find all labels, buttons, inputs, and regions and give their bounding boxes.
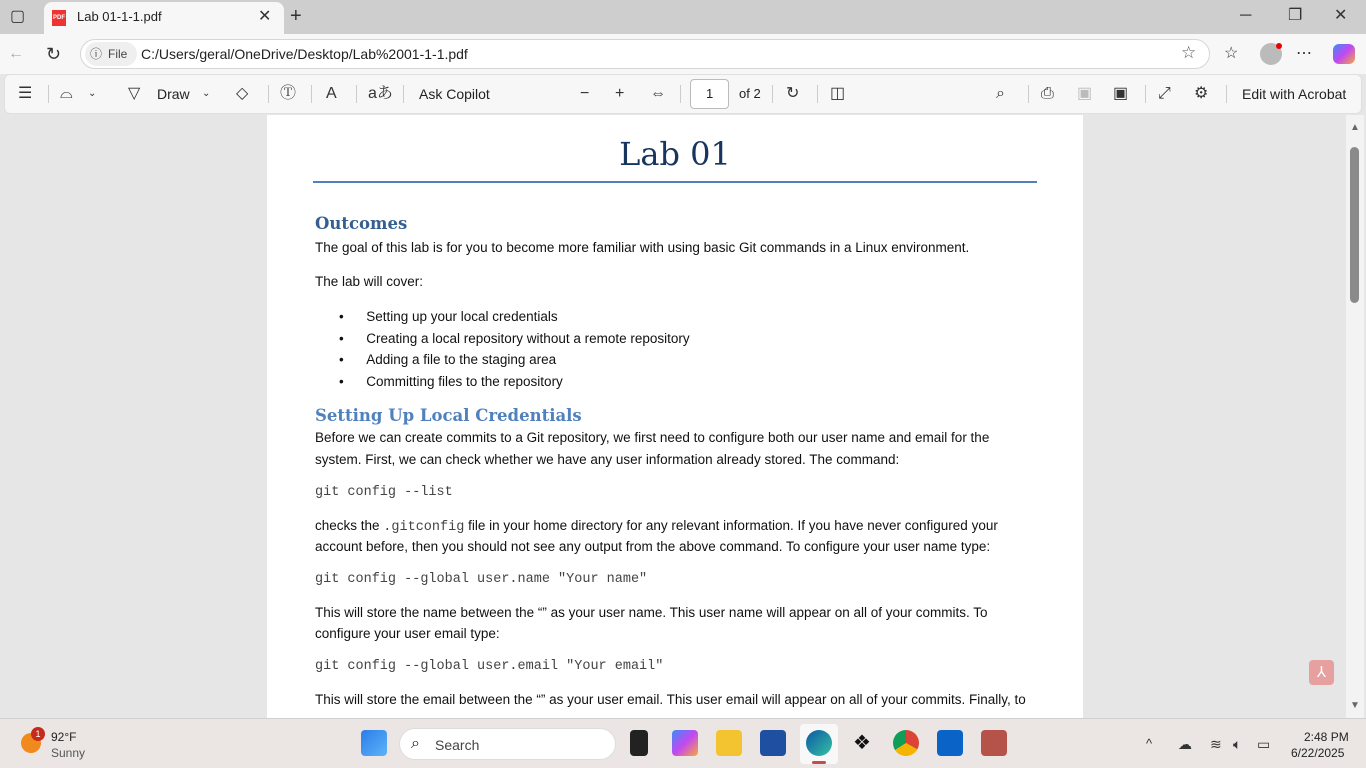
chrome-icon[interactable] (893, 730, 919, 756)
search-icon[interactable]: ⌕ (996, 85, 1005, 102)
contents-icon[interactable]: ☰ (18, 85, 33, 102)
new-tab-icon[interactable]: + (290, 5, 302, 27)
read-aloud-icon[interactable]: A (326, 85, 337, 102)
scroll-down-icon[interactable]: ▼ (1350, 700, 1360, 711)
cloud-offline-icon[interactable]: ☁ (1178, 736, 1192, 752)
edge-icon[interactable] (806, 730, 832, 756)
code-line: git config --global user.email "Your email" (315, 659, 664, 674)
fullscreen-icon[interactable]: ⤢ (1158, 85, 1171, 102)
favorites-icon[interactable]: ☆ (1224, 45, 1239, 62)
weather-desc[interactable]: Sunny (51, 746, 86, 760)
paragraph: The goal of this lab is for you to become more familiar with using basic Git commands in a Linux environment. (315, 240, 970, 255)
address-input[interactable] (80, 39, 1210, 69)
list-item: • Adding a file to the staging area (339, 352, 557, 367)
copilot-app-icon[interactable] (672, 730, 698, 756)
app-s-icon[interactable] (981, 730, 1007, 756)
draw-dropdown-icon[interactable]: ⌄ (202, 88, 211, 99)
heading-outcomes: Outcomes (315, 214, 408, 233)
rotate-icon[interactable]: ↻ (786, 85, 800, 102)
tab-active[interactable] (44, 2, 284, 34)
heading-credentials: Setting Up Local Credentials (315, 406, 582, 425)
outlook-icon[interactable] (937, 730, 963, 756)
paragraph: This will store the name between the “” as your user name. This user name will appear on all of your commits. To (315, 605, 988, 620)
paragraph: configure your user email type: (315, 626, 500, 641)
volume-icon[interactable]: 🔈︎ (1233, 736, 1242, 752)
close-tab-icon[interactable]: ✕ (258, 8, 272, 25)
weather-badge: 1 (31, 727, 45, 741)
notification-dot (1276, 43, 1282, 49)
page-total: of 2 (739, 86, 761, 101)
close-window-icon[interactable]: ✕ (1334, 7, 1348, 24)
tab-title: Lab 01-1-1.pdf (77, 9, 162, 24)
clock-time[interactable]: 2:48 PM (1304, 730, 1349, 744)
address-text: C:/Users/geral/OneDrive/Desktop/Lab%2001-1-1.pdf (141, 46, 468, 62)
page-view-icon[interactable]: ◫ (830, 85, 846, 102)
save-as-icon[interactable]: ▣ (1113, 85, 1129, 102)
ask-copilot-button[interactable]: Ask Copilot (419, 86, 490, 102)
title-rule (313, 181, 1037, 183)
restore-icon[interactable]: ❐ (1288, 7, 1303, 24)
file-explorer-icon[interactable] (716, 730, 742, 756)
draw-button[interactable]: Draw (157, 86, 190, 102)
acrobat-icon[interactable]: ⅄ (1309, 660, 1334, 685)
paragraph: Before we can create commits to a Git repository, we first need to configure both our user name and email for the (315, 430, 990, 445)
scrollbar-thumb[interactable] (1350, 147, 1359, 303)
translate-icon[interactable]: aあ (368, 85, 393, 102)
pdf-page (267, 115, 1083, 718)
refresh-icon[interactable]: ↻ (46, 44, 62, 64)
highlight-dropdown-icon[interactable]: ⌄ (88, 88, 97, 99)
paragraph: account before, then you should not see any output from the above command. To configure your user name type: (315, 539, 991, 554)
doc-title: Lab 01 (619, 135, 731, 173)
add-text-icon[interactable]: Ⓣ (280, 85, 297, 102)
list-item: • Setting up your local credentials (339, 309, 558, 324)
search-box[interactable]: ⌕ Search (399, 728, 616, 760)
store-icon[interactable] (760, 730, 786, 756)
back-icon[interactable]: ← (8, 45, 24, 62)
list-item: • Creating a local repository without a remote repository (339, 330, 690, 346)
scroll-up-icon[interactable]: ▲ (1350, 122, 1360, 133)
code-line: git config --list (315, 485, 453, 500)
pdf-icon: PDF (52, 10, 66, 26)
battery-icon[interactable]: ▭ (1257, 736, 1271, 752)
info-icon[interactable]: ⓘ (90, 47, 103, 61)
zoom-in-icon[interactable]: + (615, 85, 625, 102)
paragraph: checks the .gitconfig file in your home directory for any relevant information. If you have never configured your (315, 518, 998, 535)
copilot-icon[interactable] (1333, 44, 1355, 64)
dropbox-icon[interactable]: ❖ (853, 732, 871, 754)
eraser-icon[interactable]: ◇ (236, 85, 249, 102)
paragraph: This will store the email between the “” as your user email. This user email will appear on all of your commits. Finally, to (315, 692, 1026, 707)
bullet-list (339, 308, 690, 394)
wifi-icon[interactable]: ≋ (1210, 736, 1222, 752)
paragraph: The lab will cover: (315, 274, 424, 289)
draw-icon[interactable]: ▽ (128, 85, 141, 102)
clock-date[interactable]: 6/22/2025 (1291, 746, 1345, 760)
task-view-icon[interactable] (630, 730, 648, 756)
settings-icon[interactable]: ⚙ (1194, 85, 1209, 102)
favorite-star-icon[interactable]: ☆ (1181, 43, 1197, 62)
weather-temp[interactable]: 92°F (51, 730, 77, 744)
tab-actions-icon[interactable]: ▢ (10, 8, 26, 25)
paragraph: system. First, we can check whether we have any user information already stored. The command: (315, 452, 900, 467)
more-icon[interactable]: ⋯ (1296, 45, 1312, 62)
code-line: git config --global user.name "Your name" (315, 572, 648, 587)
show-hidden-icons[interactable]: ^ (1146, 736, 1153, 751)
list-item: • Committing files to the repository (339, 373, 563, 389)
print-icon[interactable]: ⎙ (1041, 85, 1054, 102)
zoom-out-icon[interactable]: − (580, 85, 590, 102)
minimize-icon[interactable]: ─ (1240, 7, 1252, 24)
save-icon[interactable]: ▣ (1077, 85, 1093, 102)
search-taskbar-icon: ⌕ (411, 735, 420, 752)
page-number-input[interactable]: 1 (690, 79, 729, 109)
edit-with-acrobat-button[interactable]: Edit with Acrobat (1242, 86, 1347, 102)
address-scheme: File (108, 47, 128, 61)
highlight-icon[interactable]: ⌓ (60, 85, 73, 102)
fit-width-icon[interactable]: ⇔ (650, 85, 666, 102)
start-icon[interactable] (361, 730, 387, 756)
